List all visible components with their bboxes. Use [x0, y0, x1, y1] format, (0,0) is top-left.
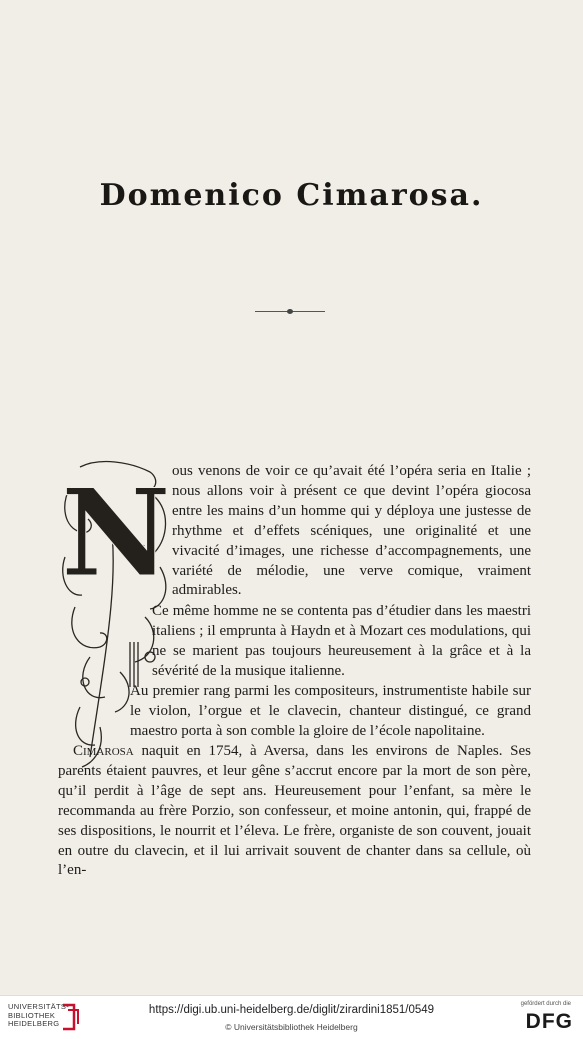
paragraph-reputation: Au premier rang parmi les compositeurs, instrumentiste habile sur le violon, l’orgue et le clavecin, chanteur distingué, ce grand maestro porta à son comble la gloire de l’école napolitaine. — [130, 683, 531, 739]
funded-by-label: gefördert durch die — [520, 1001, 571, 1007]
viewer-footer — [0, 995, 583, 1039]
drop-cap-letter: N — [61, 463, 171, 604]
composer-name: Cimarosa — [73, 743, 134, 759]
paragraph-intro: ous venons de voir ce qu’avait été l’opéra seria en Italie ; nous allons voir à présent ce que devint l’opéra giocosa entre les mains d’un homme qui y déploya une justesse de rhythme et d’effets scéniques, une originalité et une vivacité d’images, une richesse d’accompagnements, une variété de mélodie, une verve comique, vraiment admirables. — [172, 463, 531, 599]
divider-ornament — [287, 309, 293, 314]
paragraph-influences: Ce même homme ne se contenta pas d’étudier dans les maestri italiens ; il emprunta à Haydn et à Mozart ces modulations, qui ne se marient pas toujours heureusement à la grâce et à la sévérité de la musique italienne. — [152, 603, 531, 679]
library-name-line: HEIDELBERG — [8, 1019, 60, 1028]
library-name-line: BIBLIOTHEK — [8, 1010, 56, 1020]
dfg-logo: DFG — [525, 1010, 573, 1033]
permalink-url[interactable]: https://digi.ub.uni-heidelberg.de/diglit/zirardini1851/0549 — [148, 1004, 435, 1016]
copyright-notice: © Universitätsbibliothek Heidelberg — [225, 1022, 358, 1032]
paragraph-biography-text: naquit en 1754, à Aversa, dans les environs de Naples. Ses parents étaient pauvres, et leur gêne s’accrut encore par la mort de son père, qu’il perdit à l’âge de sept ans. Heureusement pour l’enfant, sa mère le recommanda au frère Porzio, son confesseur, et moine antonin, qui, frappé de ses dispositions, le nourrit et l’éleva. Le frère, organiste de son couvent, jouait en outre du clavecin, et il lui arrivait souvent de chanter dans sa cellule, où l’en- — [58, 743, 531, 879]
paragraph-biography — [58, 742, 531, 881]
page-title: Domenico Cimarosa. — [99, 178, 484, 213]
library-name-line: UNIVERSITÄTS- — [8, 1002, 69, 1011]
